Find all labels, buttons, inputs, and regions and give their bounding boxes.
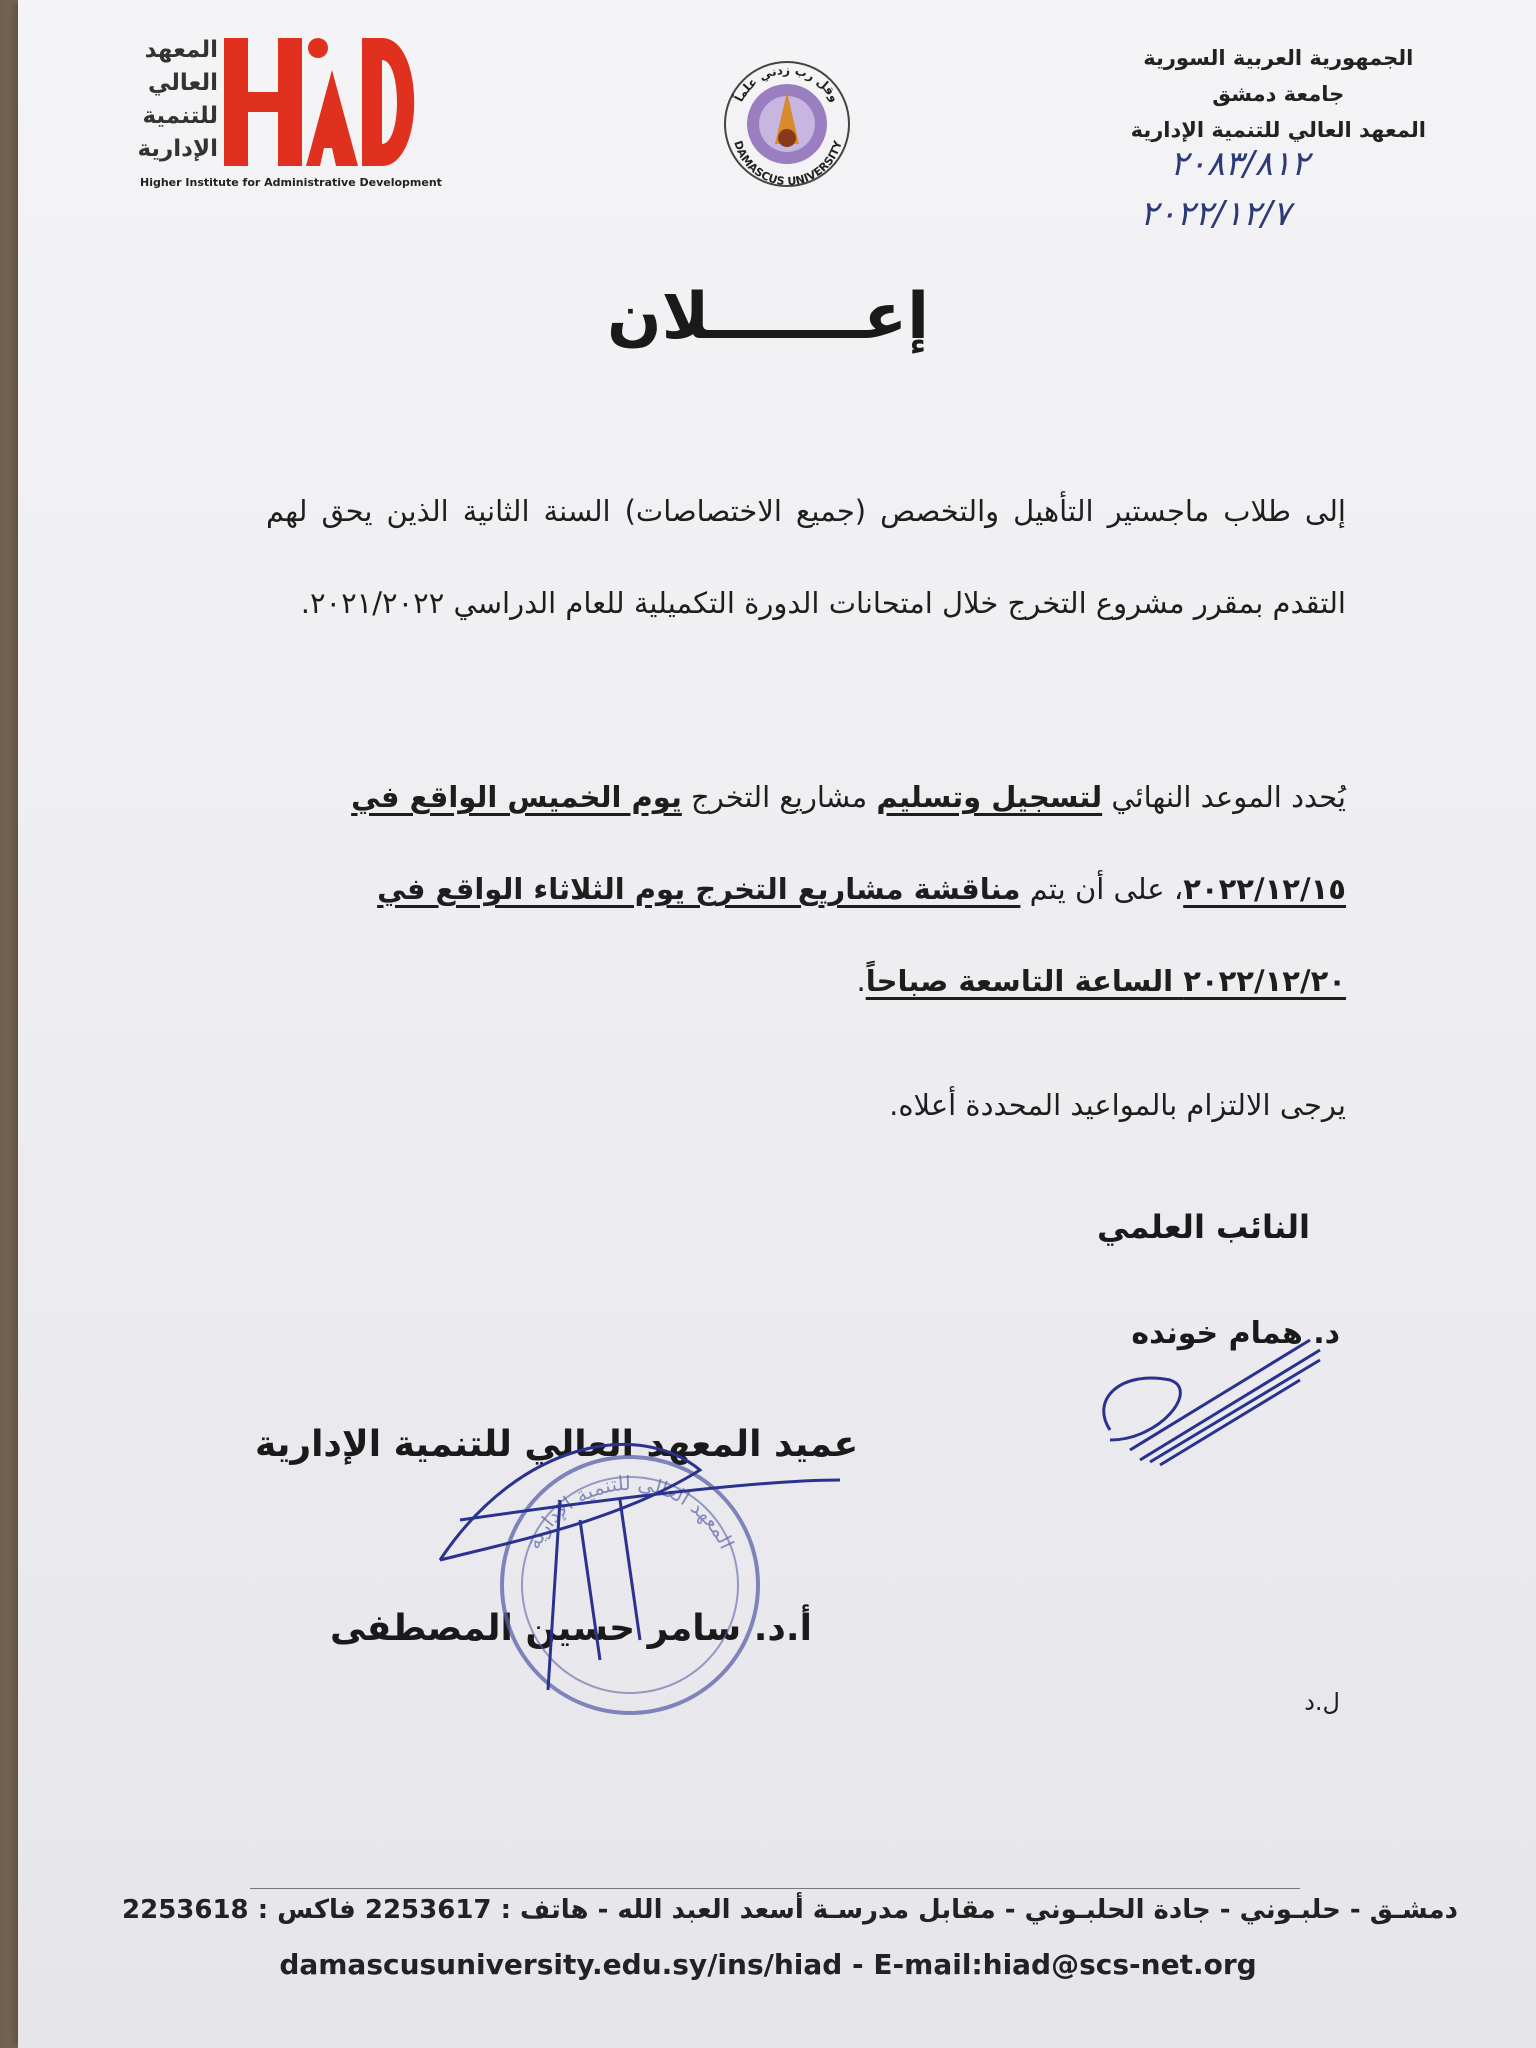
handwritten-ref-number: ٢٠٨٣/٨١٢ xyxy=(1170,144,1310,184)
footer-web-email: damascusuniversity.edu.sy/ins/hiad - E-mail:hiad@scs-net.org xyxy=(279,1948,1257,1981)
header-country: الجمهورية العربية السورية xyxy=(1143,46,1414,70)
vice-dean-title: النائب العلمي xyxy=(1096,1208,1310,1246)
footer-address: دمشـق - حلبـوني - جادة الحلبـوني - مقابل مدرسـة أسعد العبد الله - هاتف : 2253617 فاكس : 2253618 xyxy=(122,1895,1458,1925)
announcement-title: إعـــــــلان xyxy=(607,280,929,354)
handwritten-ref-date: ٢٠٢٢/١٢/٧ xyxy=(1140,194,1291,234)
hiad-logo-mark xyxy=(220,30,425,170)
dean-title: عميد المعهد العالي للتنمية الإدارية xyxy=(255,1424,859,1465)
damascus-university-seal xyxy=(715,52,860,197)
stamp-text: المعهد العالي للتنمية الإدارية xyxy=(520,1470,740,1553)
logo-arabic-text: المعهد العالي للتنمية الإدارية xyxy=(137,37,218,162)
seal-arabic-motto: وقل رب زدني علماً xyxy=(731,62,842,105)
dean-name: أ.د. سامر حسين المصطفى xyxy=(330,1608,812,1649)
hiad-logo xyxy=(137,30,442,195)
header-university: جامعة دمشق xyxy=(1212,82,1345,106)
logo-english-text: Higher Institute for Administrative Development xyxy=(140,176,442,189)
footer-divider xyxy=(250,1888,1300,1889)
deadline-line-3: ٢٠٢٢/١٢/٢٠ الساعة التاسعة صباحاً. xyxy=(856,964,1346,998)
initials: ل.د xyxy=(1304,1688,1340,1716)
header-block xyxy=(1131,40,1426,148)
vice-dean-name: د. همام خونده xyxy=(1131,1316,1340,1351)
seal-english: DAMASCUS UNIVERSITY xyxy=(731,139,845,189)
deadline-line-2: ٢٠٢٢/١٢/١٥، على أن يتم مناقشة مشاريع التخرج يوم الثلاثاء الواقع في xyxy=(377,872,1346,906)
closing-line: يرجى الالتزام بالمواعيد المحددة أعلاه. xyxy=(889,1088,1346,1122)
intro-paragraph: إلى طلاب ماجستير التأهيل والتخصص (جميع الاختصاصات) السنة الثانية الذين يحق لهم التقدم بمقرر مشروع التخرج خلال امتحانات الدورة التكميلية للعام الدراسي ٢٠٢١/٢٠٢٢. xyxy=(266,494,1346,620)
deadline-line-1: يُحدد الموعد النهائي لتسجيل وتسليم مشاريع التخرج يوم الخميس الواقع في xyxy=(351,780,1346,814)
header-institute: المعهد العالي للتنمية الإدارية xyxy=(1130,118,1426,142)
